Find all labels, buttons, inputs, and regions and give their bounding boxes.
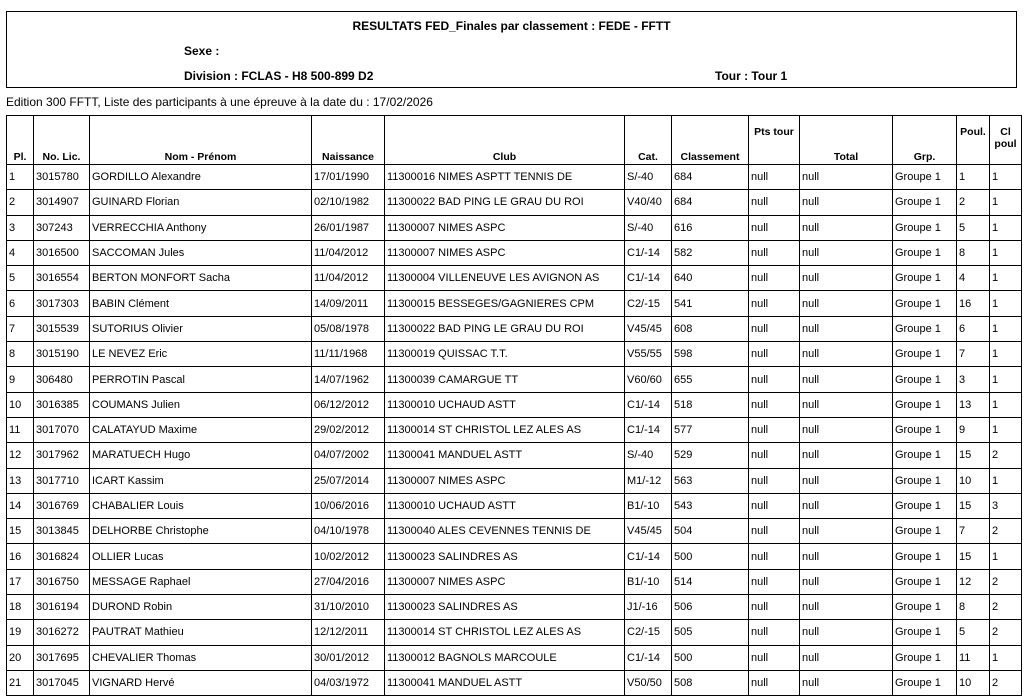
cell-pts: null [749, 620, 800, 645]
cell-club: 11300041 MANDUEL ASTT [385, 443, 625, 468]
table-row [7, 645, 1022, 670]
cell-pl: 8 [7, 342, 34, 367]
cell-pl: 16 [7, 544, 34, 569]
cell-cl-poul: 1 [990, 215, 1022, 240]
cell-classement: 500 [672, 544, 749, 569]
cell-nom: VERRECCHIA Anthony [90, 215, 312, 240]
col-header-club: Club [385, 116, 625, 165]
cell-poul: 6 [957, 316, 990, 341]
cell-grp: Groupe 1 [893, 367, 957, 392]
cell-lic: 3017045 [34, 670, 90, 695]
table-row [7, 670, 1022, 695]
table-row [7, 190, 1022, 215]
cell-pts: null [749, 468, 800, 493]
cell-nom: MARATUECH Hugo [90, 443, 312, 468]
cell-cat: M1/-12 [625, 468, 672, 493]
cell-classement: 655 [672, 367, 749, 392]
cell-total: null [800, 468, 893, 493]
cell-grp: Groupe 1 [893, 392, 957, 417]
cell-cl-poul: 1 [990, 266, 1022, 291]
cell-poul: 15 [957, 493, 990, 518]
cell-total: null [800, 215, 893, 240]
cell-pl: 12 [7, 443, 34, 468]
cell-poul: 3 [957, 367, 990, 392]
cell-cat: C1/-14 [625, 392, 672, 417]
table-row [7, 240, 1022, 265]
cell-pts: null [749, 165, 800, 190]
cell-total: null [800, 670, 893, 695]
cell-pts: null [749, 645, 800, 670]
cell-total: null [800, 645, 893, 670]
cell-grp: Groupe 1 [893, 569, 957, 594]
cell-total: null [800, 190, 893, 215]
table-header-row [7, 116, 1022, 165]
cell-pts: null [749, 493, 800, 518]
cell-lic: 307243 [34, 215, 90, 240]
cell-naissance: 25/07/2014 [312, 468, 385, 493]
cell-cat: V55/55 [625, 342, 672, 367]
cell-nom: DELHORBE Christophe [90, 519, 312, 544]
cell-club: 11300019 QUISSAC T.T. [385, 342, 625, 367]
cell-nom: PERROTIN Pascal [90, 367, 312, 392]
cell-cat: V50/50 [625, 670, 672, 695]
cell-classement: 598 [672, 342, 749, 367]
cell-grp: Groupe 1 [893, 493, 957, 518]
tour-label: Tour : Tour 1 [715, 69, 788, 83]
table-row [7, 519, 1022, 544]
cell-naissance: 27/04/2016 [312, 569, 385, 594]
cell-total: null [800, 595, 893, 620]
cell-cl-poul: 1 [990, 645, 1022, 670]
cell-poul: 7 [957, 342, 990, 367]
cell-poul: 4 [957, 266, 990, 291]
table-row [7, 569, 1022, 594]
cell-cat: V45/45 [625, 316, 672, 341]
cell-classement: 514 [672, 569, 749, 594]
cell-lic: 3016385 [34, 392, 90, 417]
cell-naissance: 30/01/2012 [312, 645, 385, 670]
cell-pl: 9 [7, 367, 34, 392]
cell-cl-poul: 1 [990, 468, 1022, 493]
cell-lic: 3013845 [34, 519, 90, 544]
cell-poul: 9 [957, 417, 990, 442]
cell-naissance: 10/02/2012 [312, 544, 385, 569]
cell-total: null [800, 417, 893, 442]
cell-cl-poul: 1 [990, 165, 1022, 190]
cell-naissance: 11/04/2012 [312, 240, 385, 265]
table-row [7, 468, 1022, 493]
cell-grp: Groupe 1 [893, 342, 957, 367]
cell-nom: CHEVALIER Thomas [90, 645, 312, 670]
cell-classement: 504 [672, 519, 749, 544]
cell-poul: 8 [957, 595, 990, 620]
table-row [7, 443, 1022, 468]
table-row [7, 392, 1022, 417]
cell-cat: C2/-15 [625, 620, 672, 645]
cell-total: null [800, 392, 893, 417]
cell-lic: 3015780 [34, 165, 90, 190]
cell-cat: B1/-10 [625, 569, 672, 594]
cell-club: 11300007 NIMES ASPC [385, 215, 625, 240]
cell-cat: B1/-10 [625, 493, 672, 518]
cell-naissance: 02/10/1982 [312, 190, 385, 215]
table-row [7, 544, 1022, 569]
cell-nom: GUINARD Florian [90, 190, 312, 215]
cell-pl: 20 [7, 645, 34, 670]
table-row [7, 493, 1022, 518]
cell-naissance: 14/09/2011 [312, 291, 385, 316]
cell-lic: 3016769 [34, 493, 90, 518]
cell-club: 11300007 NIMES ASPC [385, 569, 625, 594]
cell-total: null [800, 493, 893, 518]
cell-cl-poul: 1 [990, 316, 1022, 341]
cell-nom: LE NEVEZ Eric [90, 342, 312, 367]
cell-naissance: 06/12/2012 [312, 392, 385, 417]
cell-classement: 582 [672, 240, 749, 265]
report-title: RESULTATS FED_Finales par classement : FEDE - FFTT [352, 19, 671, 33]
cell-classement: 500 [672, 645, 749, 670]
cell-pl: 21 [7, 670, 34, 695]
cell-total: null [800, 316, 893, 341]
division-label: Division : FCLAS - H8 500-899 D2 [184, 69, 374, 83]
cell-lic: 3014907 [34, 190, 90, 215]
cell-classement: 608 [672, 316, 749, 341]
cell-poul: 10 [957, 468, 990, 493]
cell-nom: MESSAGE Raphael [90, 569, 312, 594]
cell-lic: 3017303 [34, 291, 90, 316]
cell-classement: 563 [672, 468, 749, 493]
cell-classement: 640 [672, 266, 749, 291]
col-header-cl-poul: Cl poul [990, 116, 1022, 165]
cell-pl: 18 [7, 595, 34, 620]
cell-pts: null [749, 266, 800, 291]
cell-nom: BERTON MONFORT Sacha [90, 266, 312, 291]
cell-naissance: 05/08/1978 [312, 316, 385, 341]
cell-poul: 12 [957, 569, 990, 594]
cell-poul: 15 [957, 443, 990, 468]
cell-lic: 3015190 [34, 342, 90, 367]
cell-poul: 5 [957, 620, 990, 645]
cell-lic: 3016750 [34, 569, 90, 594]
cell-cl-poul: 2 [990, 443, 1022, 468]
cell-total: null [800, 443, 893, 468]
cell-nom: DUROND Robin [90, 595, 312, 620]
cell-total: null [800, 342, 893, 367]
cell-cat: C1/-14 [625, 266, 672, 291]
cell-club: 11300014 ST CHRISTOL LEZ ALES AS [385, 417, 625, 442]
table-row [7, 417, 1022, 442]
cell-grp: Groupe 1 [893, 417, 957, 442]
cell-lic: 3016194 [34, 595, 90, 620]
col-header-cat: Cat. [625, 116, 672, 165]
cell-lic: 3016554 [34, 266, 90, 291]
cell-nom: SACCOMAN Jules [90, 240, 312, 265]
cell-club: 11300016 NIMES ASPTT TENNIS DE [385, 165, 625, 190]
edition-subtitle: Edition 300 FFTT, Liste des participants à une épreuve à la date du : 17/02/2026 [6, 95, 433, 109]
cell-poul: 2 [957, 190, 990, 215]
cell-club: 11300007 NIMES ASPC [385, 240, 625, 265]
cell-classement: 577 [672, 417, 749, 442]
cell-lic: 306480 [34, 367, 90, 392]
cell-grp: Groupe 1 [893, 468, 957, 493]
cell-pts: null [749, 569, 800, 594]
cell-naissance: 29/02/2012 [312, 417, 385, 442]
cell-classement: 508 [672, 670, 749, 695]
table-row [7, 266, 1022, 291]
cell-pl: 13 [7, 468, 34, 493]
cell-club: 11300014 ST CHRISTOL LEZ ALES AS [385, 620, 625, 645]
cell-grp: Groupe 1 [893, 620, 957, 645]
cell-naissance: 04/10/1978 [312, 519, 385, 544]
cell-pl: 14 [7, 493, 34, 518]
cell-cat: C1/-14 [625, 240, 672, 265]
cell-grp: Groupe 1 [893, 190, 957, 215]
cell-nom: CALATAYUD Maxime [90, 417, 312, 442]
cell-poul: 5 [957, 215, 990, 240]
cell-club: 11300012 BAGNOLS MARCOULE [385, 645, 625, 670]
col-header-pts: Pts tour [749, 116, 800, 165]
cell-pts: null [749, 190, 800, 215]
cell-club: 11300023 SALINDRES AS [385, 595, 625, 620]
cell-classement: 505 [672, 620, 749, 645]
cell-poul: 13 [957, 392, 990, 417]
cell-cat: C1/-14 [625, 544, 672, 569]
cell-naissance: 10/06/2016 [312, 493, 385, 518]
cell-total: null [800, 266, 893, 291]
cell-lic: 3016272 [34, 620, 90, 645]
cell-pts: null [749, 670, 800, 695]
cell-club: 11300004 VILLENEUVE LES AVIGNON AS [385, 266, 625, 291]
cell-total: null [800, 620, 893, 645]
cell-club: 11300041 MANDUEL ASTT [385, 670, 625, 695]
cell-grp: Groupe 1 [893, 519, 957, 544]
cell-poul: 8 [957, 240, 990, 265]
cell-pl: 4 [7, 240, 34, 265]
cell-grp: Groupe 1 [893, 165, 957, 190]
cell-pts: null [749, 443, 800, 468]
cell-nom: CHABALIER Louis [90, 493, 312, 518]
col-header-naissance: Naissance [312, 116, 385, 165]
cell-cat: S/-40 [625, 215, 672, 240]
cell-cl-poul: 3 [990, 493, 1022, 518]
cell-nom: VIGNARD Hervé [90, 670, 312, 695]
cell-total: null [800, 291, 893, 316]
col-header-classement: Classement [672, 116, 749, 165]
cell-total: null [800, 367, 893, 392]
cell-classement: 616 [672, 215, 749, 240]
cell-naissance: 26/01/1987 [312, 215, 385, 240]
cell-lic: 3017962 [34, 443, 90, 468]
cell-poul: 16 [957, 291, 990, 316]
cell-poul: 7 [957, 519, 990, 544]
cell-pl: 15 [7, 519, 34, 544]
cell-pts: null [749, 291, 800, 316]
cell-cl-poul: 2 [990, 670, 1022, 695]
cell-cat: S/-40 [625, 443, 672, 468]
cell-cat: C1/-14 [625, 417, 672, 442]
cell-pl: 17 [7, 569, 34, 594]
cell-pts: null [749, 316, 800, 341]
cell-cl-poul: 2 [990, 519, 1022, 544]
cell-pts: null [749, 342, 800, 367]
cell-pl: 6 [7, 291, 34, 316]
cell-classement: 684 [672, 190, 749, 215]
cell-naissance: 04/03/1972 [312, 670, 385, 695]
cell-club: 11300015 BESSEGES/GAGNIERES CPM [385, 291, 625, 316]
cell-pl: 11 [7, 417, 34, 442]
cell-lic: 3017070 [34, 417, 90, 442]
table-row [7, 620, 1022, 645]
cell-naissance: 11/11/1968 [312, 342, 385, 367]
table-row [7, 291, 1022, 316]
cell-cat: C1/-14 [625, 645, 672, 670]
cell-poul: 1 [957, 165, 990, 190]
cell-pts: null [749, 544, 800, 569]
cell-grp: Groupe 1 [893, 670, 957, 695]
cell-classement: 518 [672, 392, 749, 417]
cell-cl-poul: 2 [990, 620, 1022, 645]
cell-pts: null [749, 367, 800, 392]
cell-classement: 529 [672, 443, 749, 468]
col-header-pl: Pl. [7, 116, 34, 165]
cell-nom: ICART Kassim [90, 468, 312, 493]
sexe-label: Sexe : [184, 44, 220, 58]
table-row [7, 342, 1022, 367]
cell-nom: SUTORIUS Olivier [90, 316, 312, 341]
cell-cl-poul: 1 [990, 190, 1022, 215]
cell-total: null [800, 544, 893, 569]
table-row [7, 367, 1022, 392]
col-header-nom: Nom - Prénom [90, 116, 312, 165]
cell-cat: S/-40 [625, 165, 672, 190]
cell-club: 11300010 UCHAUD ASTT [385, 493, 625, 518]
cell-grp: Groupe 1 [893, 645, 957, 670]
cell-club: 11300010 UCHAUD ASTT [385, 392, 625, 417]
cell-pl: 19 [7, 620, 34, 645]
cell-cat: V45/45 [625, 519, 672, 544]
cell-nom: COUMANS Julien [90, 392, 312, 417]
cell-classement: 506 [672, 595, 749, 620]
cell-naissance: 31/10/2010 [312, 595, 385, 620]
cell-nom: GORDILLO Alexandre [90, 165, 312, 190]
cell-cl-poul: 2 [990, 569, 1022, 594]
cell-grp: Groupe 1 [893, 291, 957, 316]
cell-grp: Groupe 1 [893, 443, 957, 468]
cell-lic: 3017695 [34, 645, 90, 670]
cell-club: 11300039 CAMARGUE TT [385, 367, 625, 392]
cell-poul: 10 [957, 670, 990, 695]
cell-cl-poul: 1 [990, 544, 1022, 569]
cell-cl-poul: 1 [990, 392, 1022, 417]
cell-poul: 11 [957, 645, 990, 670]
cell-club: 11300007 NIMES ASPC [385, 468, 625, 493]
col-header-grp: Grp. [893, 116, 957, 165]
cell-cl-poul: 1 [990, 367, 1022, 392]
cell-cl-poul: 1 [990, 240, 1022, 265]
table-row [7, 215, 1022, 240]
cell-cl-poul: 1 [990, 417, 1022, 442]
cell-cat: C2/-15 [625, 291, 672, 316]
cell-pts: null [749, 595, 800, 620]
cell-cat: J1/-16 [625, 595, 672, 620]
cell-pl: 10 [7, 392, 34, 417]
table-row [7, 165, 1022, 190]
col-header-total: Total [800, 116, 893, 165]
cell-total: null [800, 165, 893, 190]
cell-pts: null [749, 215, 800, 240]
cell-total: null [800, 240, 893, 265]
cell-nom: PAUTRAT Mathieu [90, 620, 312, 645]
cell-grp: Groupe 1 [893, 266, 957, 291]
cell-grp: Groupe 1 [893, 316, 957, 341]
cell-naissance: 11/04/2012 [312, 266, 385, 291]
cell-pts: null [749, 392, 800, 417]
cell-nom: BABIN Clément [90, 291, 312, 316]
cell-cl-poul: 1 [990, 342, 1022, 367]
cell-classement: 541 [672, 291, 749, 316]
cell-grp: Groupe 1 [893, 595, 957, 620]
cell-lic: 3016500 [34, 240, 90, 265]
cell-pl: 3 [7, 215, 34, 240]
cell-pts: null [749, 417, 800, 442]
cell-lic: 3017710 [34, 468, 90, 493]
cell-cat: V60/60 [625, 367, 672, 392]
col-header-lic: No. Lic. [34, 116, 90, 165]
results-table [6, 115, 1022, 696]
cell-club: 11300023 SALINDRES AS [385, 544, 625, 569]
cell-pts: null [749, 519, 800, 544]
cell-poul: 15 [957, 544, 990, 569]
col-header-poul: Poul. [957, 116, 990, 165]
cell-pl: 5 [7, 266, 34, 291]
cell-cl-poul: 2 [990, 595, 1022, 620]
cell-classement: 684 [672, 165, 749, 190]
cell-lic: 3016824 [34, 544, 90, 569]
cell-total: null [800, 569, 893, 594]
cell-club: 11300022 BAD PING LE GRAU DU ROI [385, 316, 625, 341]
cell-naissance: 04/07/2002 [312, 443, 385, 468]
cell-grp: Groupe 1 [893, 544, 957, 569]
cell-cl-poul: 1 [990, 291, 1022, 316]
cell-naissance: 12/12/2011 [312, 620, 385, 645]
cell-naissance: 14/07/1962 [312, 367, 385, 392]
cell-grp: Groupe 1 [893, 215, 957, 240]
cell-naissance: 17/01/1990 [312, 165, 385, 190]
cell-club: 11300022 BAD PING LE GRAU DU ROI [385, 190, 625, 215]
cell-cat: V40/40 [625, 190, 672, 215]
cell-pl: 2 [7, 190, 34, 215]
cell-pl: 7 [7, 316, 34, 341]
cell-nom: OLLIER Lucas [90, 544, 312, 569]
report-header [6, 11, 1017, 88]
cell-total: null [800, 519, 893, 544]
cell-classement: 543 [672, 493, 749, 518]
table-row [7, 316, 1022, 341]
table-row [7, 595, 1022, 620]
cell-club: 11300040 ALES CEVENNES TENNIS DE [385, 519, 625, 544]
cell-grp: Groupe 1 [893, 240, 957, 265]
table-body [7, 165, 1022, 696]
cell-lic: 3015539 [34, 316, 90, 341]
cell-pl: 1 [7, 165, 34, 190]
cell-pts: null [749, 240, 800, 265]
